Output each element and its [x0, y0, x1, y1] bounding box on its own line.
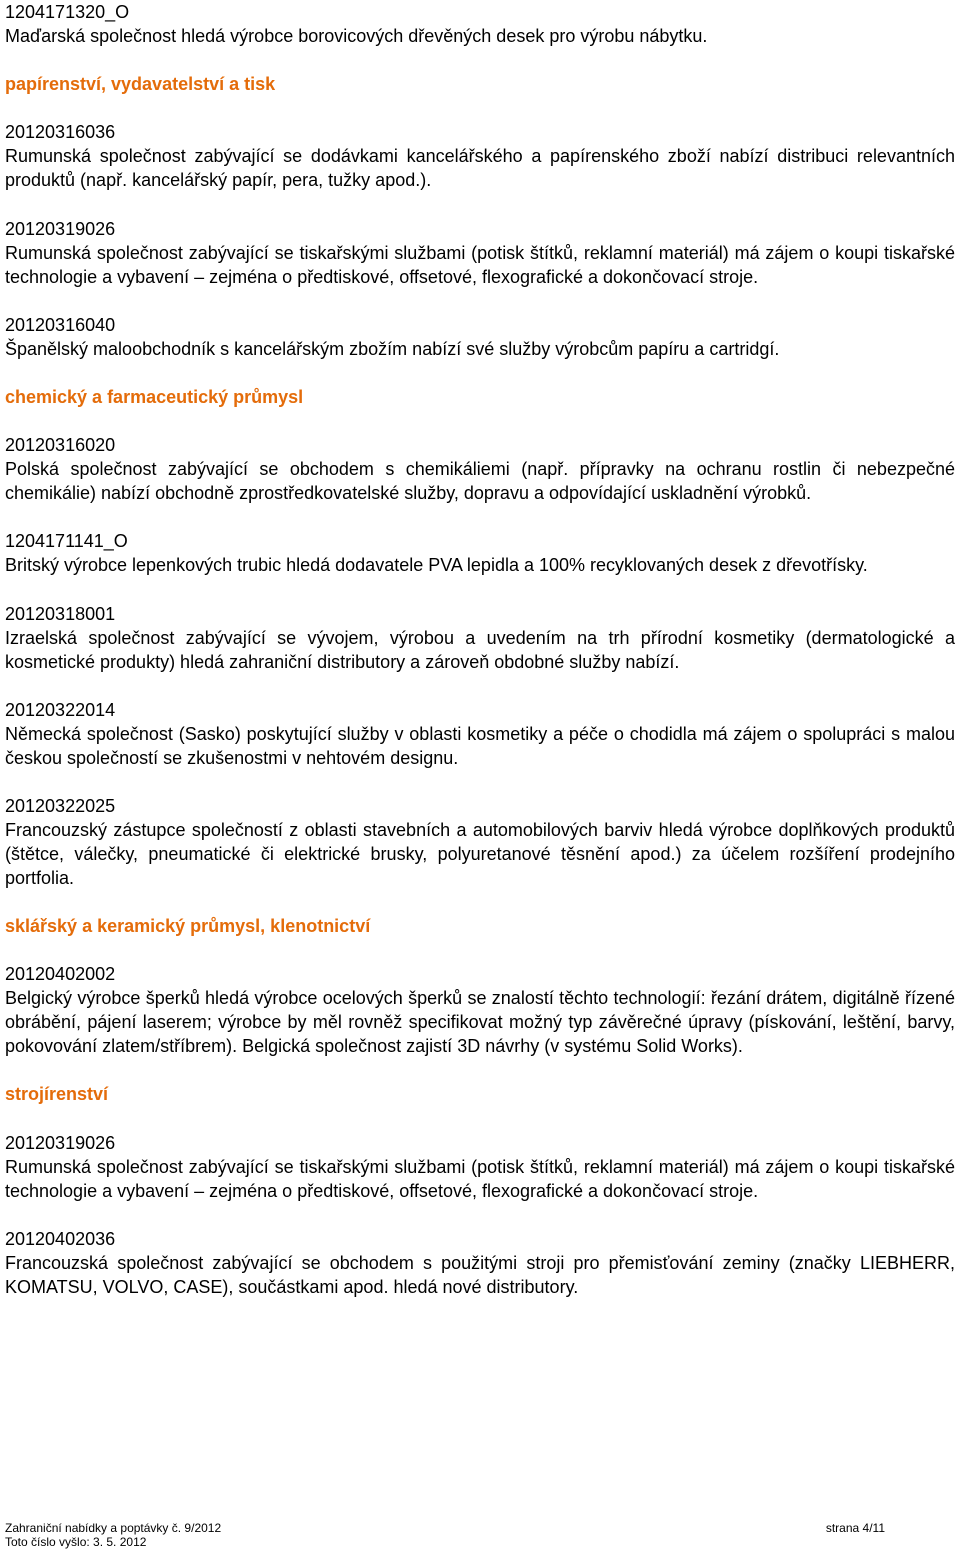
footer-issue-date: Toto číslo vyšlo: 3. 5. 2012: [5, 1535, 147, 1549]
offer-text: Belgický výrobce šperků hledá výrobce ocelových šperků se znalostí těchto technologií: řezání drátem, digitálně řízené obrábění, pájení laserem; výrobce by měl rovněž specifikovat možný typ závěrečné úpravy (pískování, leštění, barvy, pokovování zlatem/stříbrem). Belgická společnost zajistí 3D návrhy (v systému Solid Works).: [5, 988, 955, 1057]
offer-code: 20120316040: [5, 314, 116, 335]
offer-code: 20120316020: [5, 435, 116, 456]
section-heading: chemický a farmaceutický průmysl: [5, 386, 304, 407]
footer-page-number: strana 4/11: [825, 1521, 885, 1535]
offer-code: 20120322014: [5, 699, 116, 720]
footer-publication: Zahraniční nabídky a poptávky č. 9/2012: [5, 1521, 222, 1535]
offer-code: 20120319026: [5, 218, 116, 239]
offer-entry: [5, 120, 955, 192]
offer-code: 20120319026: [5, 1132, 116, 1153]
offer-text: Rumunská společnost zabývající se tiskařskými službami (potisk štítků, reklamní materiál) má zájem o koupi tiskařské technologie a vybavení – zejména o předtiskové, offsetové, flexografické a dokončovací stroje.: [5, 1156, 955, 1201]
offer-code: 20120402036: [5, 1228, 116, 1249]
offer-entry: [5, 217, 955, 289]
offer-entry: [5, 698, 955, 770]
offer-entry: [5, 962, 955, 1058]
offer-code: 20120316036: [5, 122, 116, 143]
offer-entry: [5, 433, 955, 505]
page-footer: [5, 1521, 885, 1549]
offer-text: Maďarská společnost hledá výrobce borovicových dřevěných desek pro výrobu nábytku.: [5, 26, 708, 46]
offer-code: 20120402002: [5, 964, 116, 985]
offer-entry: [5, 794, 955, 890]
offer-text: Španělský maloobchodník s kancelářským zbožím nabízí své služby výrobcům papíru a cartridgí.: [5, 338, 780, 359]
offer-entry: [5, 529, 955, 577]
offer-text: Francouzská společnost zabývající se obchodem s použitými stroji pro přemisťování zeminy (značky LIEBHERR, KOMATSU, VOLVO, CASE), součástkami apod. hledá nové distributory.: [5, 1252, 955, 1297]
offer-code: 20120322025: [5, 795, 116, 816]
offer-text: Francouzský zástupce společností z oblasti stavebních a automobilových barviv hledá výrobce doplňkových produktů (štětce, válečky, pneumatické či elektrické brusky, polyuretanové těsnění apod.) za účelem rozšíření prodejního portfolia.: [5, 819, 955, 888]
section-heading: sklářský a keramický průmysl, klenotnictví: [5, 916, 371, 937]
offer-entry: [5, 602, 955, 674]
offer-code: 1204171320_O: [5, 2, 130, 22]
offer-entry: [5, 1131, 955, 1203]
offer-code: 1204171141_O: [5, 531, 128, 552]
section-heading: papírenství, vydavatelství a tisk: [5, 74, 276, 95]
document-body: [5, 0, 955, 1323]
offer-text: Izraelská společnost zabývající se vývojem, výrobou a uvedením na trh přírodní kosmetiky (dermatologické a kosmetické produkty) hledá zahraniční distributory a zároveň obdobné služby nabízí.: [5, 627, 955, 672]
offer-text: Rumunská společnost zabývající se dodávkami kancelářského a papírenského zboží nabízí distribuci relevantních produktů (např. kancelářský papír, pera, tužky apod.).: [5, 146, 955, 191]
offer-text: Rumunská společnost zabývající se tiskařskými službami (potisk štítků, reklamní materiál) má zájem o koupi tiskařské technologie a vybavení – zejména o předtiskové, offsetové, flexografické a dokončovací stroje.: [5, 242, 955, 287]
section-heading: strojírenství: [5, 1084, 109, 1105]
offer-text: Britský výrobce lepenkových trubic hledá dodavatele PVA lepidla a 100% recyklovaných desek z dřevotřísky.: [5, 555, 868, 576]
offer-entry: [5, 313, 955, 361]
offer-entry: [5, 0, 955, 48]
offer-entry: [5, 1227, 955, 1299]
offer-text: Polská společnost zabývající se obchodem s chemikáliemi (např. přípravky na ochranu rostlin či nebezpečné chemikálie) nabízí obchodně zprostředkovatelské služby, dopravu a odpovídající uskladnění výrobků.: [5, 459, 955, 504]
offer-code: 20120318001: [5, 603, 116, 624]
offer-text: Německá společnost (Sasko) poskytující služby v oblasti kosmetiky a péče o chodidla má zájem o spolupráci s malou českou společností se zkušenostmi v nehtovém designu.: [5, 723, 955, 768]
